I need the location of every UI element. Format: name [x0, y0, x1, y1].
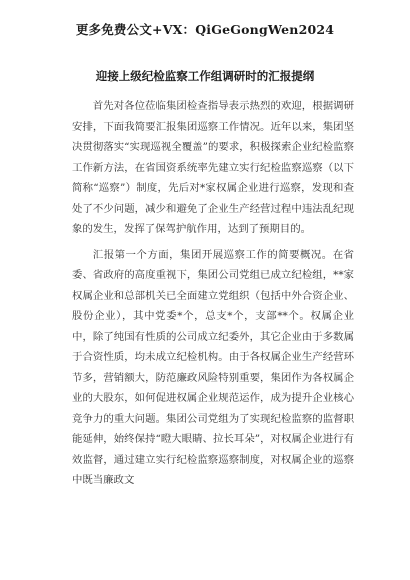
paragraph-intro: 首先对各位莅临集团检查指导表示热烈的欢迎，根据调研安排，下面我简要汇报集团巡察工作情况。近年以来，集团坚决贯彻落实“实现巡视全覆盖”的要求，积极探索企业纪检监察工作新方法，在省国资系统率先建立实行纪检监察巡察（以下简称“巡察”）制度，先后对*家权属企业进行巡察，发现和查处了不少问题，减少和避免了企业生产经营过程中违法乱纪现象的发生，发挥了保驾护航作用，达到了预期目的。 — [72, 100, 354, 235]
paragraph-overview: 汇报第一个方面，集团开展巡察工作的简要概况。在省委、省政府的高度重视下，集团公司党组已成立纪检组，**家权属企业和总部机关已全面建立党组织（包括中外合资企业、股份企业），其中党委*个，总支*个，支部**个。权属企业中，除了纯国有性质的公司成立纪委外，其它企业由于多数属于合资性质，均未成立纪检机构。由于各权属企业生产经营环节多，营销额大，防范廉政风险特别重要，集团作为各权属企业的大股东，如何促进权属企业规范运作，成为提升企业核心竞争力的重大问题。集团公司党组为了实现纪检监察的监督职能延伸，始终保持“瞪大眼睛、拉长耳朵”，对权属企业进行有效监督，通过建立实行纪检监察巡察制度，对权属企业的巡察中既当廉政文 — [72, 248, 354, 486]
promo-header: 更多免费公文+VX：QiGeGongWen2024 — [75, 22, 335, 37]
document-body — [72, 96, 354, 491]
document-title: 迎接上级纪检监察工作组调研时的汇报提纲 — [95, 69, 315, 83]
